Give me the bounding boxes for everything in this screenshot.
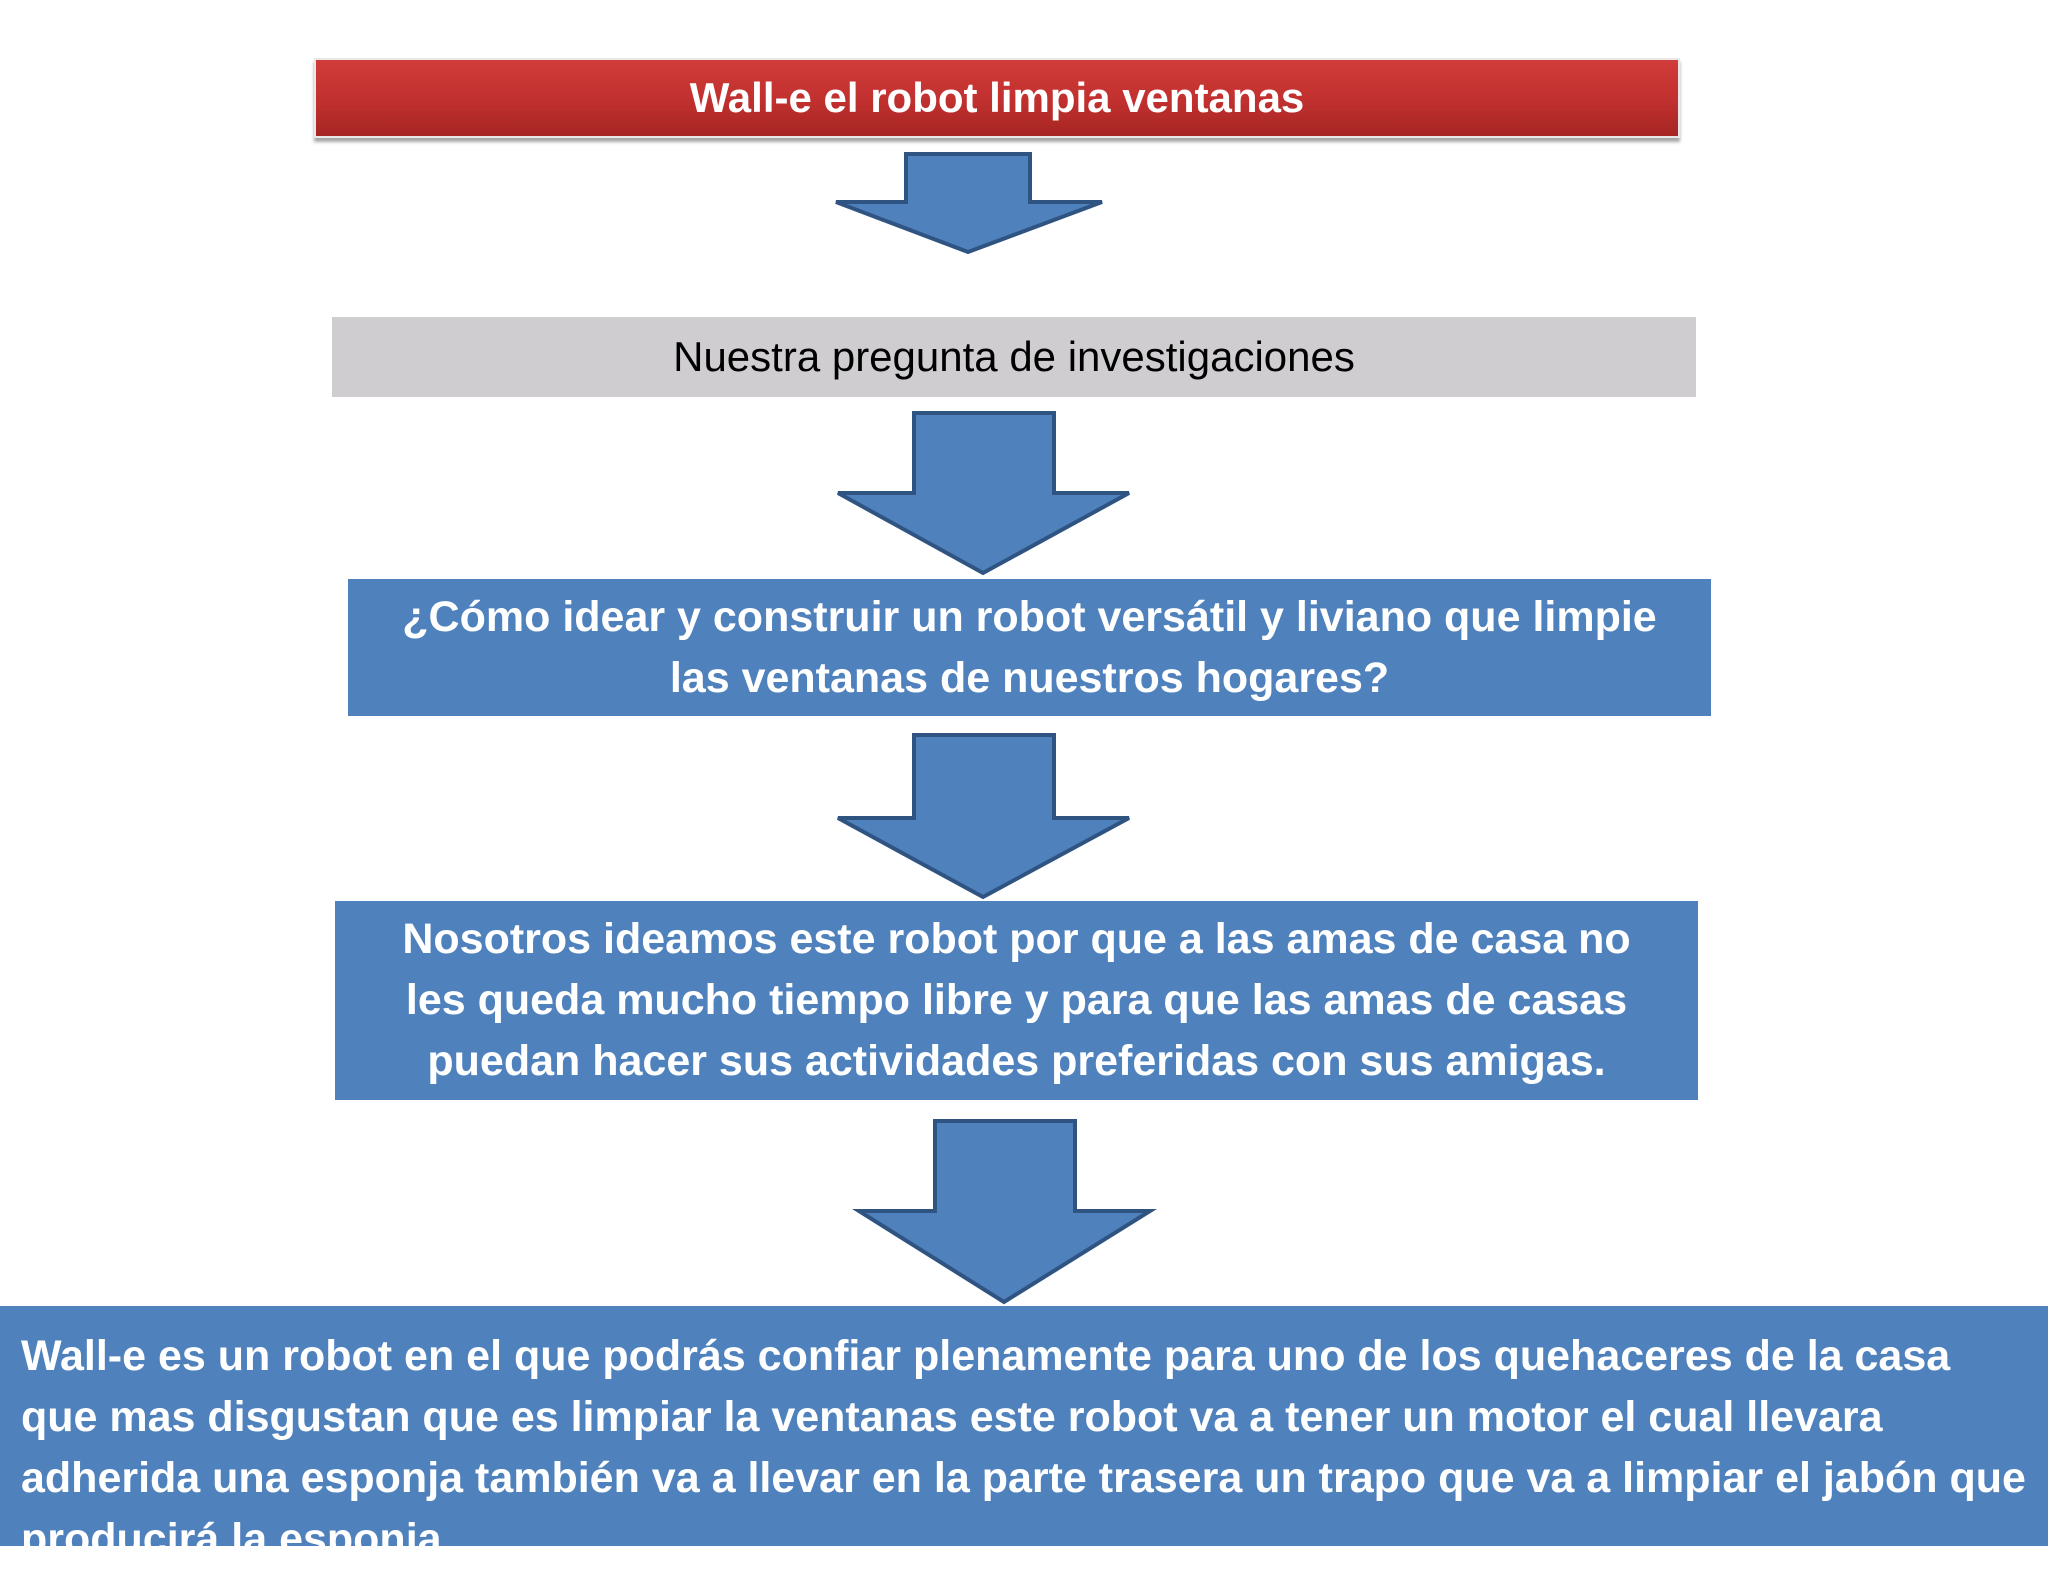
reason-text: Nosotros ideamos este robot por que a las amas de casa no les queda mucho tiempo libre y para que las amas de casas puedan hacer sus actividades preferidas con sus amigas.	[402, 915, 1631, 1085]
down-arrow-4	[857, 1119, 1152, 1304]
section-label-box	[332, 317, 1696, 397]
down-arrow-1	[834, 152, 1104, 254]
down-arrow-3	[836, 733, 1131, 899]
research-question: ¿Cómo idear y construir un robot versátil y liviano que limpie las ventanas de nuestros hogares?	[402, 592, 1657, 702]
down-arrow-2	[836, 411, 1131, 575]
title-box	[314, 58, 1680, 138]
section-label: Nuestra pregunta de investigaciones	[673, 333, 1355, 380]
page-title: Wall-e el robot limpia ventanas	[689, 74, 1305, 121]
research-question-box	[348, 579, 1711, 716]
reason-box	[335, 901, 1698, 1100]
description-text: Wall-e es un robot en el que podrás confiar plenamente para uno de los quehaceres de la casa que mas disgustan que es limpiar la ventanas este robot va a tener un motor el cual llevara adherida una esponja también va a llevar en la parte trasera un trapo que va a limpiar el jabón que producirá la esponja.	[21, 1332, 2026, 1563]
description-box	[0, 1306, 2048, 1563]
